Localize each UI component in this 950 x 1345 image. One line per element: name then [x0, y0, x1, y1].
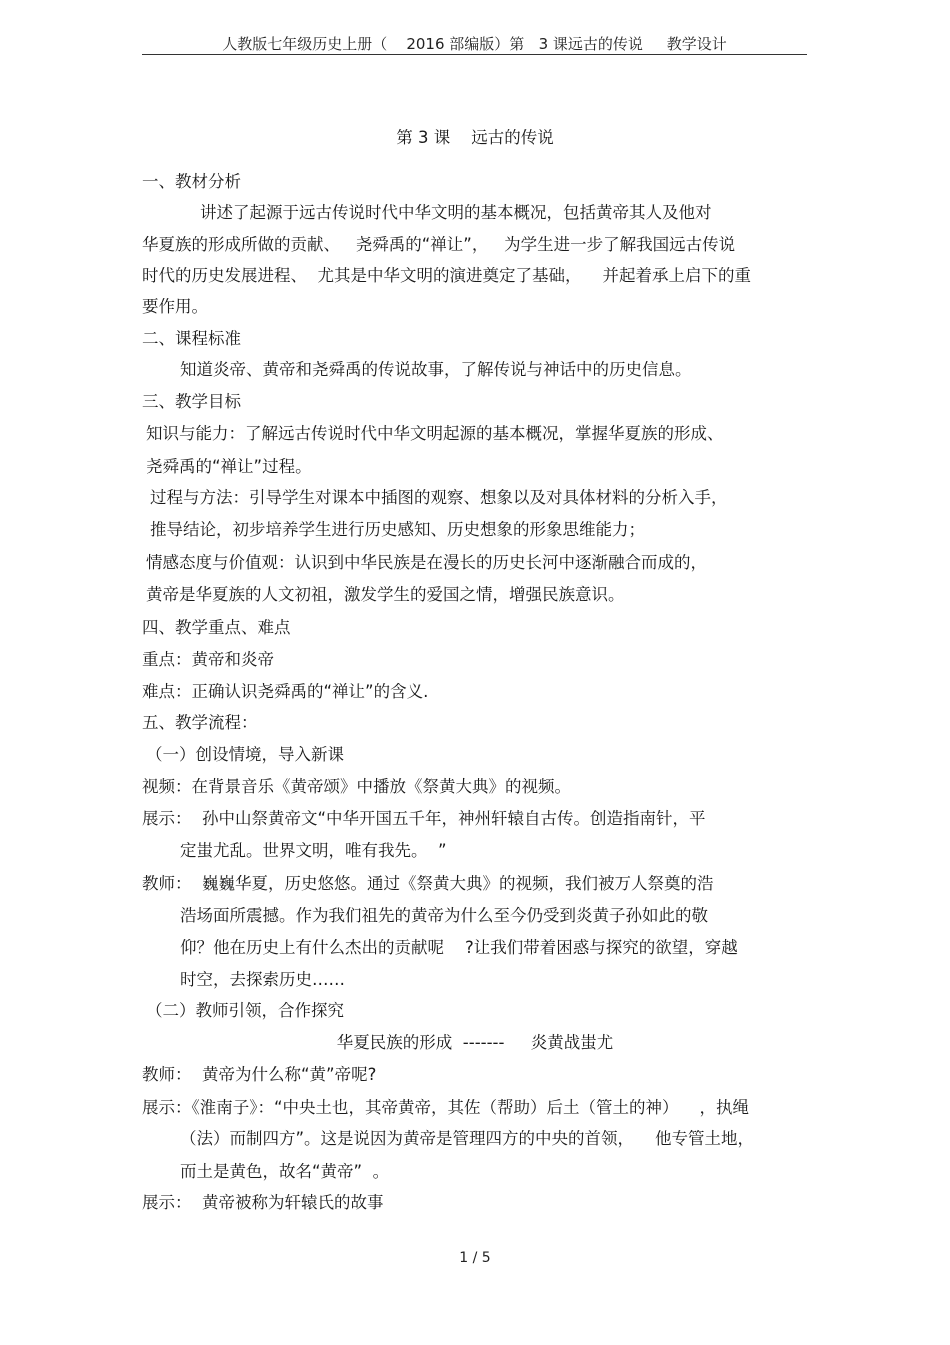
paragraph-line: 华夏族的形成所做的贡献、 尧舜禹的“禅让”， 为学生进一步了解我国远古传说 [142, 235, 736, 254]
paragraph-line: 知道炎帝、黄帝和尧舜禹的传说故事，了解传说与神话中的历史信息。 [180, 360, 692, 379]
paragraph-line: 推导结论，初步培养学生进行历史感知、历史想象的形象思维能力； [150, 520, 645, 539]
section-heading: 二、课程标准 [142, 329, 241, 348]
paragraph-line: 难点：正确认识尧舜禹的“禅让”的含义. [142, 682, 429, 701]
paragraph-line: 重点：黄帝和炎帝 [142, 650, 274, 669]
topic-heading: 华夏民族的形成 ------- 炎黄战蚩尤 [336, 1033, 614, 1052]
paragraph-line: 展示：《淮南子》：“中央土也，其帝黄帝，其佐（帮助）后土（管土的神） ，执绳 [142, 1098, 750, 1117]
paragraph-line: 知识与能力：了解远古传说时代中华文明起源的基本概况，掌握华夏族的形成、 [146, 424, 724, 443]
paragraph-line: 展示： 黄帝被称为轩辕氏的故事 [142, 1193, 384, 1212]
paragraph-line: 展示： 孙中山祭黄帝文“中华开国五千年，神州轩辕自古传。创造指南针，平 [142, 809, 706, 828]
paragraph-line: 讲述了起源于远古传说时代中华文明的基本概况，包括黄帝其人及他对 [200, 203, 712, 222]
paragraph-line: 过程与方法：引导学生对课本中插图的观察、想象以及对具体材料的分析入手， [150, 488, 728, 507]
running-header: 人教版七年级历史上册（ 2016 部编版）第 3 课远古的传说 教学设计 [222, 35, 727, 53]
paragraph-line: 仰？他在历史上有什么杰出的贡献呢 ?让我们带着困惑与探究的欲望，穿越 [180, 938, 738, 957]
paragraph-line: 尧舜禹的“禅让”过程。 [146, 457, 312, 476]
header-rule [142, 54, 807, 55]
paragraph-line: 情感态度与价值观：认识到中华民族是在漫长的历史长河中逐渐融合而成的， [146, 553, 707, 572]
paragraph-line: 要作用。 [142, 297, 208, 316]
paragraph-line: 时代的历史发展进程、 尤其是中华文明的演进奠定了基础， 并起着承上启下的重 [142, 266, 751, 285]
section-heading: 一、教材分析 [142, 172, 241, 191]
paragraph-line: 教师： 巍巍华夏，历史悠悠。通过《祭黄大典》的视频，我们被万人祭奠的浩 [142, 874, 714, 893]
subsection-heading: （二）教师引领，合作探究 [146, 1001, 344, 1020]
paragraph-line: 视频：在背景音乐《黄帝颂》中播放《祭黄大典》的视频。 [142, 777, 571, 796]
paragraph-line: 时空，去探索历史…… [180, 970, 345, 989]
lesson-title: 第 3 课 远古的传说 [396, 128, 554, 147]
paragraph-line: 教师： 黄帝为什么称“黄”帝呢? [142, 1065, 377, 1084]
paragraph-line: 黄帝是华夏族的人文初祖，激发学生的爱国之情，增强民族意识。 [146, 585, 625, 604]
paragraph-line: 浩场面所震撼。作为我们祖先的黄帝为什么至今仍受到炎黄子孙如此的敬 [180, 906, 708, 925]
section-heading: 四、教学重点、难点 [142, 618, 291, 637]
paragraph-line: （法）而制四方”。这是说因为黄帝是管理四方的中央的首领， 他专管土地， [180, 1129, 755, 1148]
paragraph-line: 定蚩尤乱。世界文明，唯有我先。 ” [180, 841, 447, 860]
page-number: 1 / 5 [459, 1250, 491, 1266]
section-heading: 五、教学流程： [142, 713, 258, 732]
subsection-heading: （一）创设情境，导入新课 [146, 745, 344, 764]
section-heading: 三、教学目标 [142, 392, 241, 411]
paragraph-line: 而土是黄色，故名“黄帝” 。 [180, 1162, 390, 1181]
